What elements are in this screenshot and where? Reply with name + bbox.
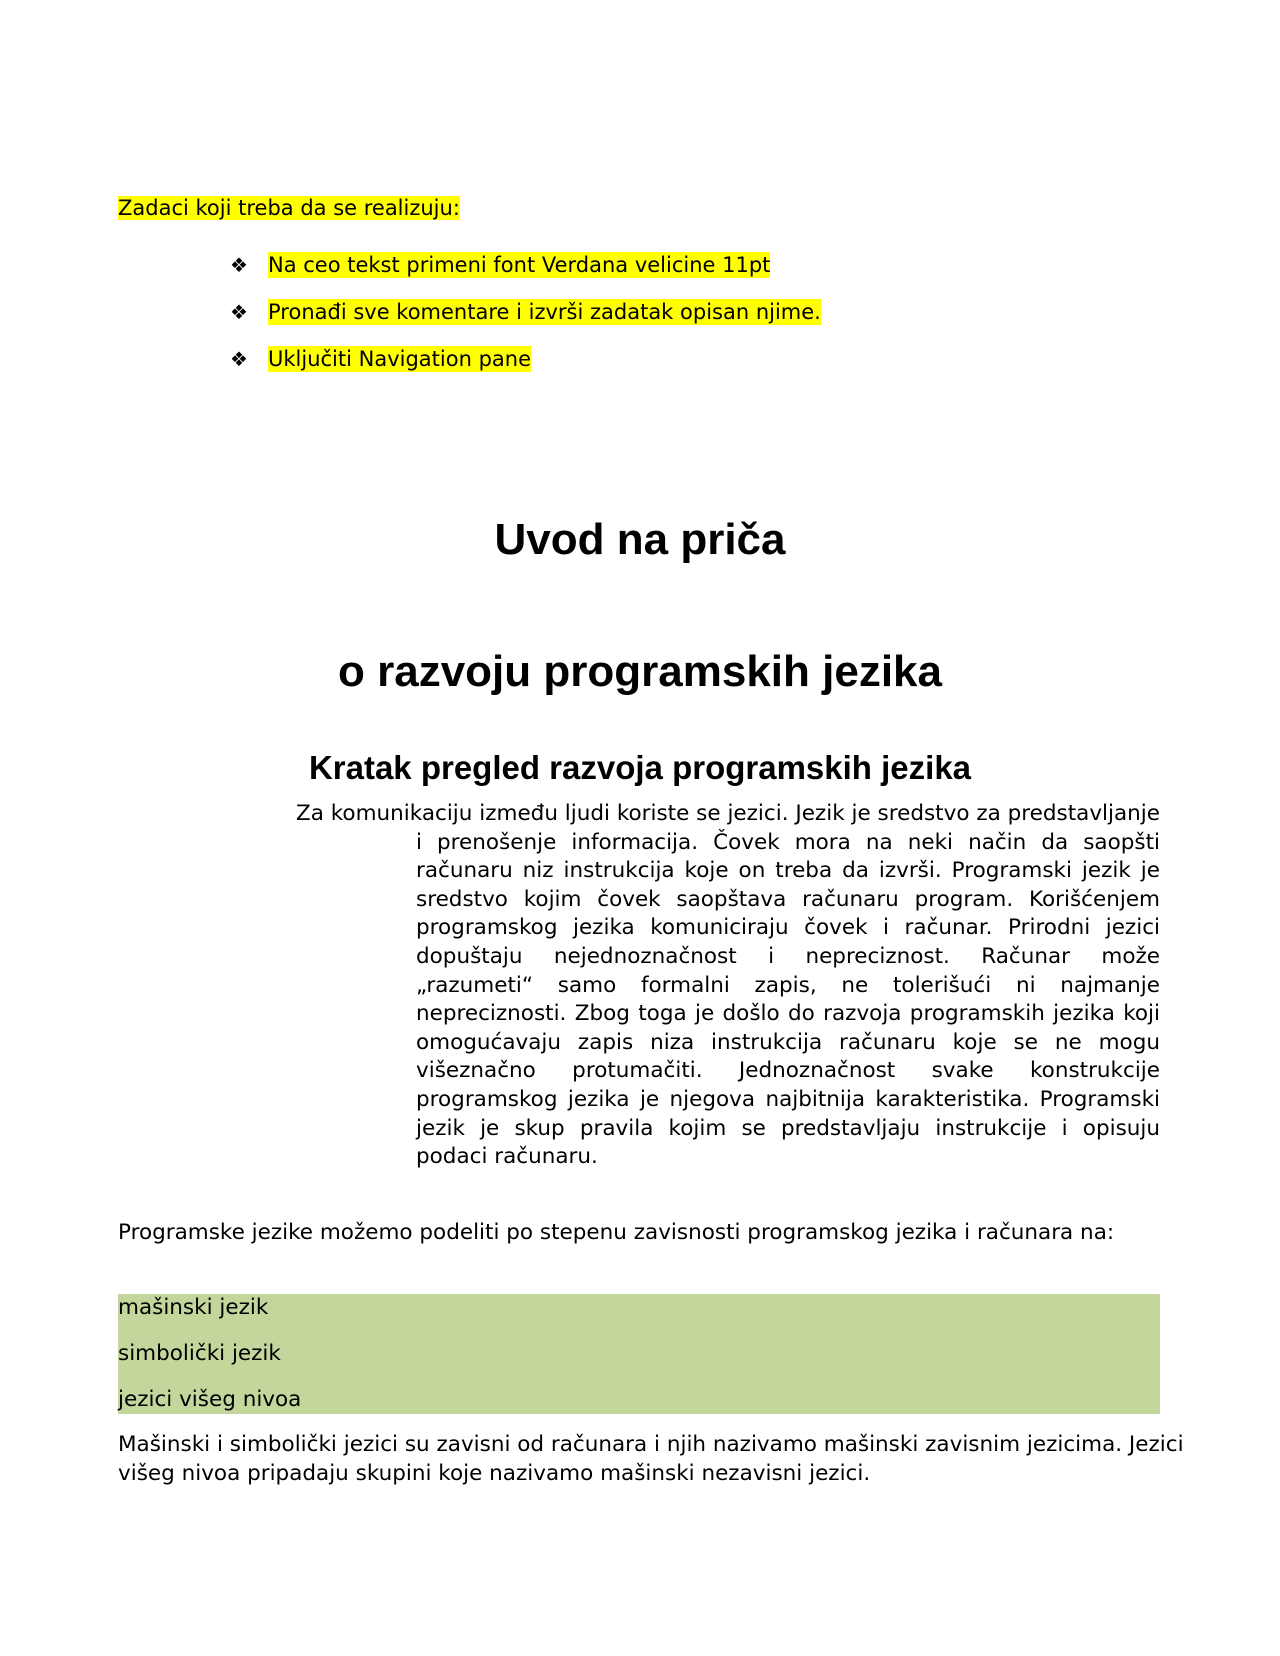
body-paragraph: Za komunikaciju između ljudi koriste se jezici. Jezik je sredstvo za predstavljanje i prenošenje informacija. Čovek mora na neki način da saopšti računaru niz instrukcija koje on treba da izvrši. Programski jezik je sredstvo kojim čovek saopštava računaru program. Korišćenjem programskog jezika komuniciraju čovek i računar. Prirodni jezici dopuštaju nejednoznačnost i nepreciznost. Računar može „razumeti“ samo formalni zapis, ne tolerišući ni najmanje nepreciznosti. Zbog toga je došlo do razvoja programskih jezika koji omogućavaju zapis niza instrukcija računaru koje se ne mogu višeznačno protumačiti. Jednoznačnost svake konstrukcije programskog jezika je njegova najbitnija karakteristika. Programski jezik je skup pravila kojim se predstavljaju instrukcije i opisuju podaci računaru.: [296, 801, 1160, 1170]
list-item: [230, 346, 821, 393]
diamond-bullet-icon: ❖: [230, 347, 248, 371]
list-item: mašinski jezik: [118, 1295, 269, 1320]
body-paragraph: Mašinski i simbolički jezici su zavisni od računara i njih nazivamo mašinski zavisnim jezicima. Jezici višeg nivoa pripadaju skupini koje nazivamo mašinski nezavisni jezici.: [118, 1432, 1184, 1486]
document-title-line2: o razvoju programskih jezika: [338, 647, 942, 696]
diamond-bullet-icon: ❖: [230, 253, 248, 277]
task-intro: Zadaci koji treba da se realizuju:: [118, 196, 460, 220]
task-text: Na ceo tekst primeni font Verdana velicine 11pt: [268, 253, 771, 277]
task-list: [230, 252, 821, 393]
shaded-language-list: [118, 1294, 1160, 1414]
body-paragraph: Programske jezike možemo podeliti po stepenu zavisnosti programskog jezika i računara na:: [118, 1220, 1115, 1245]
list-item: simbolički jezik: [118, 1341, 281, 1366]
list-item: [230, 299, 821, 346]
task-text: Pronađi sve komentare i izvrši zadatak opisan njime.: [268, 300, 821, 324]
diamond-bullet-icon: ❖: [230, 300, 248, 324]
list-item: [230, 252, 821, 299]
section-heading: Kratak pregled razvoja programskih jezika: [308, 749, 972, 786]
task-text: Uključiti Navigation pane: [268, 347, 532, 371]
list-item: jezici višeg nivoa: [118, 1387, 302, 1412]
document-title: Uvod na priča: [494, 515, 786, 564]
